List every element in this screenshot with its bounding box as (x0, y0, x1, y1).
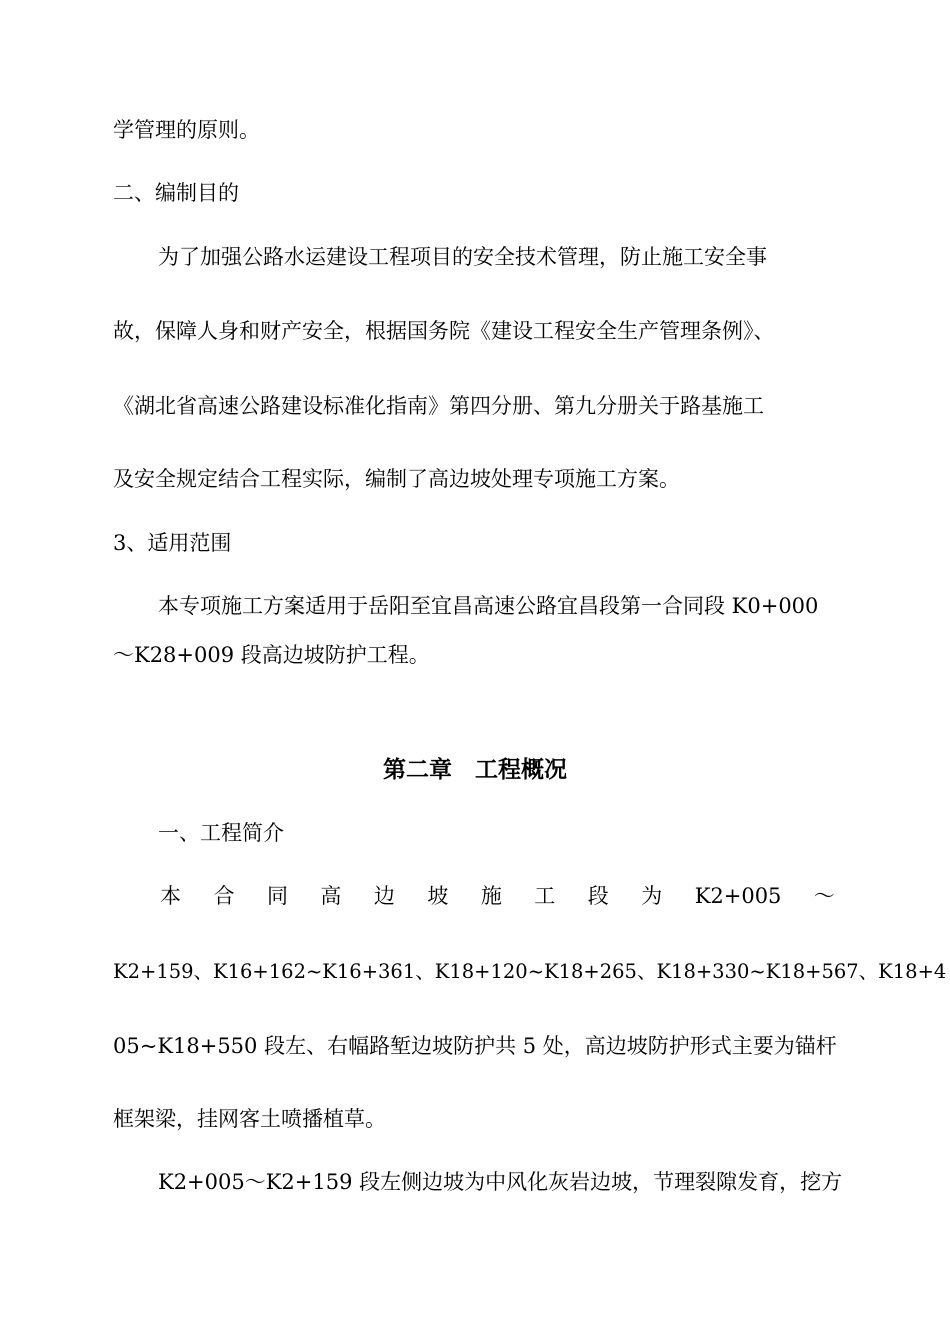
text-line: 及安全规定结合工程实际，编制了高边坡处理专项施工方案。 (113, 467, 680, 491)
text-line: K2+005～K2+159 段左侧边坡为中风化灰岩边坡，节理裂隙发育，挖方 (158, 1170, 843, 1194)
text-token: 合 (213, 884, 235, 908)
text-line: 05~K18+550 段左、右幅路堑边坡防护共 5 处，高边坡防护形式主要为锚杆 (113, 1034, 837, 1058)
text-token: 坡 (427, 884, 449, 908)
text-token: 为 (641, 884, 663, 908)
text-token: 高 (320, 884, 342, 908)
text-token: 工 (534, 884, 556, 908)
text-token: ～ (813, 884, 835, 908)
text-token: 施 (480, 884, 502, 908)
text-token: 本 (160, 884, 181, 908)
text-line: 本专项施工方案适用于岳阳至宜昌高速公路宜昌段第一合同段 K0+000 (158, 594, 819, 618)
text-line: ～K28+009 段高边坡防护工程。 (113, 643, 430, 667)
subheading-compile-purpose: 二、编制目的 (113, 181, 239, 205)
text-token: 段 (587, 884, 609, 908)
text-line: 框架梁，挂网客土喷播植草。 (113, 1107, 386, 1131)
text-line: K2+159、K16+162~K16+361、K18+120~K18+265、K18+330~K18+567、K18+4 (113, 960, 947, 983)
text-line: 为了加强公路水运建设工程项目的安全技术管理，防止施工安全事 (158, 245, 767, 269)
subheading-project-intro: 一、工程简介 (158, 821, 284, 845)
text-token: 同 (266, 884, 288, 908)
text-token: K2+005 (694, 884, 782, 908)
text-line: 学管理的原则。 (113, 118, 260, 142)
text-line: 故，保障人身和财产安全，根据国务院《建设工程安全生产管理条例》、 (113, 319, 775, 343)
text-line: 《湖北省高速公路建设标准化指南》第四分册、第九分册关于路基施工 (113, 394, 764, 418)
text-token: 边 (373, 884, 395, 908)
justified-text-line (160, 882, 835, 910)
subheading-scope: 3、适用范围 (113, 531, 232, 555)
chapter-title: 第二章 工程概况 (383, 757, 567, 783)
